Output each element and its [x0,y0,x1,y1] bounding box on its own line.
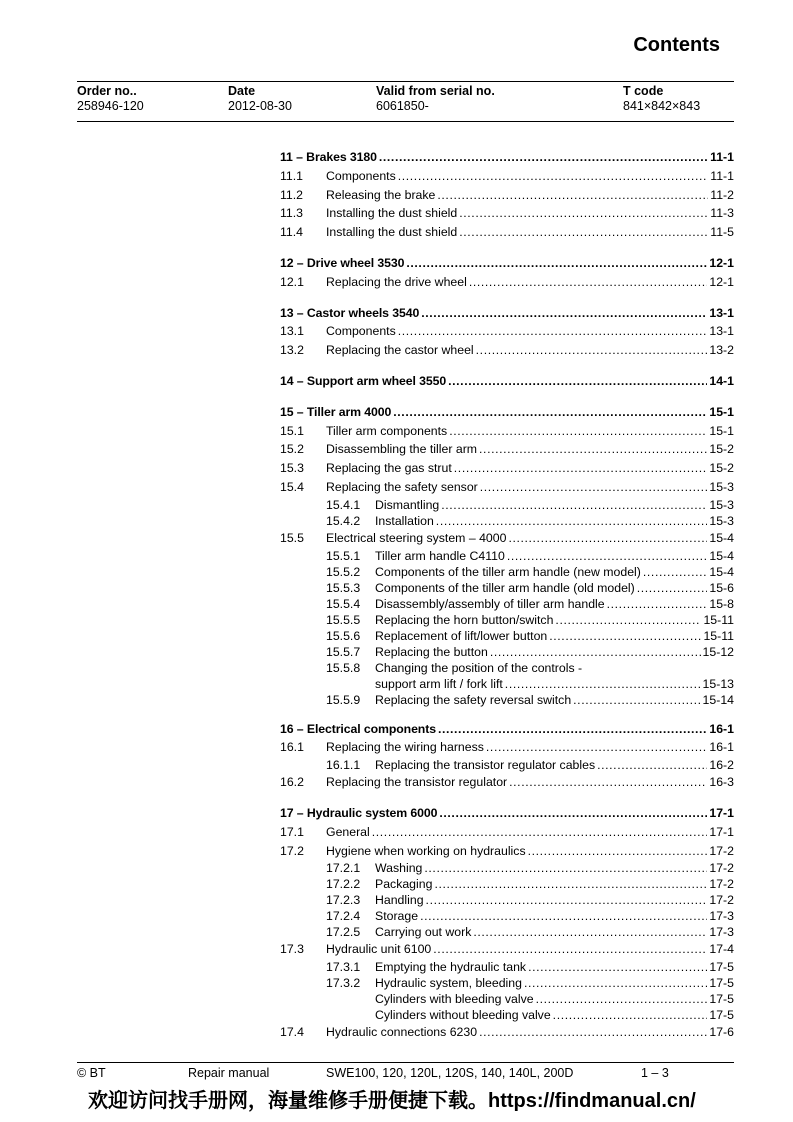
toc-page-number: 17-1 [709,824,734,839]
toc-entry-number: 15.2 [280,442,304,457]
toc-entry-title: Replacing the horn button/switch [375,612,554,627]
serial-label: Valid from serial no. [376,84,495,98]
toc-entry-title: Components [326,168,396,183]
toc-entry-number: 15.5.2 [326,564,361,579]
toc-entry-title: Replacing the castor wheel [326,343,474,358]
toc-page-number: 17-2 [709,893,734,908]
toc-page-number: 13-1 [709,305,734,320]
toc-page-number: 12-1 [709,274,734,289]
toc-dot-leader [473,924,707,940]
footer-rule [77,1062,734,1063]
toc-dot-leader [486,738,707,757]
toc-entry-title: Dismantling [375,497,440,512]
toc-entry-number: 11.4 [280,225,304,240]
table-of-contents [280,148,734,1042]
toc-page-number: 15-4 [709,548,734,563]
toc-entry-title: Replacement of lift/lower button [375,628,548,643]
toc-page-number: 17-5 [709,1008,734,1023]
toc-entry-row[interactable] [280,459,734,478]
toc-entry-title: Packaging [375,877,433,892]
toc-page-number: 15-4 [709,564,734,579]
toc-entry-title: Hydraulic system, bleeding [375,976,522,991]
toc-dot-leader [509,773,707,792]
toc-entry-row[interactable] [280,908,734,924]
toc-dot-leader [528,842,708,861]
toc-entry-title: Carrying out work [375,925,472,940]
toc-entry-row[interactable] [280,660,734,676]
toc-page-number: 15-14 [702,692,734,707]
toc-dot-leader [490,644,701,660]
toc-entry-title: Replacing the gas strut [326,461,452,476]
toc-page-number: 15-11 [703,628,734,643]
toc-entry-title: Tiller arm handle C4110 [375,548,505,563]
tcode-block [623,84,700,114]
toc-page-number: 15-3 [709,479,734,494]
footer-doc-type: Repair manual [188,1066,270,1080]
toc-entry-title: 15 – Tiller arm 4000 [280,404,392,419]
toc-entry-row[interactable] [280,991,734,1007]
toc-entry-number: 15.1 [280,423,304,438]
toc-entry-title: Replacing the drive wheel [326,274,467,289]
toc-dot-leader [454,459,708,478]
toc-entry-number: 17.1 [280,824,304,839]
serial-block [376,84,495,114]
toc-dot-leader [459,204,708,223]
toc-entry-row[interactable] [280,757,734,773]
toc-entry-title: 14 – Support arm wheel 3550 [280,373,447,388]
toc-page-number: 16-3 [709,775,734,790]
toc-entry-number: 15.5.8 [326,660,361,675]
toc-page-number: 15-1 [709,404,734,419]
toc-dot-leader [441,497,707,513]
toc-entry-title: Components [326,324,396,339]
toc-entry-row[interactable] [280,422,734,441]
toc-entry-number: 11.3 [280,206,304,221]
toc-page-number: 17-5 [709,976,734,991]
toc-page-number: 15-6 [709,580,734,595]
toc-chapter-row[interactable] [280,403,734,422]
toc-entry-row[interactable] [280,322,734,341]
toc-entry-number: 15.5.1 [326,548,361,563]
tcode-label: T code [623,84,664,98]
toc-entry-number: 12.1 [280,274,304,289]
toc-dot-leader [398,167,709,186]
toc-dot-leader [607,596,708,612]
toc-page-number: 16-1 [709,740,734,755]
toc-page-number: 15-4 [709,530,734,545]
toc-page-number: 11-2 [710,187,734,202]
toc-entry-title: support arm lift / fork lift [375,676,503,691]
toc-entry-row[interactable] [280,1023,734,1042]
toc-dot-leader [479,1023,707,1042]
toc-entry-title: Washing [375,861,423,876]
toc-page-number: 17-3 [709,925,734,940]
toc-entry-row[interactable] [280,676,734,692]
toc-entry-number: 17.2 [280,843,304,858]
toc-page-number: 16-1 [709,721,734,736]
page-title: Contents [633,34,720,56]
toc-entry-title: Cylinders with bleeding valve [375,992,534,1007]
toc-entry-row[interactable] [280,940,734,959]
toc-entry-row[interactable] [280,223,734,242]
toc-entry-title: 13 – Castor wheels 3540 [280,305,420,320]
toc-page-number: 13-2 [709,343,734,358]
toc-entry-row[interactable] [280,842,734,861]
toc-dot-leader [379,148,708,167]
footer-copyright: © BT [77,1066,106,1080]
toc-chapter-row[interactable] [280,304,734,323]
toc-dot-leader [439,804,707,823]
toc-dot-leader [421,304,707,323]
toc-page-number: 15-3 [709,513,734,528]
banner-text: 欢迎访问找手册网，海量维修手册便捷下载。 [88,1090,488,1112]
toc-page-number: 15-2 [709,442,734,457]
toc-entry-number: 16.1 [280,740,304,755]
date-block [228,84,292,114]
toc-entry-row[interactable] [280,273,734,292]
toc-entry-row[interactable] [280,924,734,940]
toc-dot-leader [508,529,707,548]
toc-entry-number: 15.5.6 [326,628,361,643]
toc-entry-number: 17.3.1 [326,960,361,975]
toc-dot-leader [507,548,708,564]
toc-dot-leader [424,860,707,876]
toc-entry-row[interactable] [280,478,734,497]
toc-page-number: 17-4 [709,942,734,957]
toc-entry-title: Hygiene when working on hydraulics [326,843,526,858]
toc-entry-title: Replacing the safety reversal switch [375,692,572,707]
toc-dot-leader [505,676,701,692]
toc-entry-row[interactable] [280,860,734,876]
toc-entry-number: 13.2 [280,343,304,358]
toc-page-number: 17-5 [709,960,734,975]
toc-entry-title: Changing the position of the controls - [375,660,583,675]
toc-entry-number: 17.2.2 [326,877,361,892]
footer-models: SWE100, 120, 120L, 120S, 140, 140L, 200D [326,1066,574,1080]
toc-entry-number: 17.2.5 [326,925,361,940]
toc-entry-title: Hydraulic unit 6100 [326,942,432,957]
toc-entry-title: Replacing the button [375,644,488,659]
toc-entry-number: 17.4 [280,1025,304,1040]
toc-entry-title: Disassembling the tiller arm [326,442,478,457]
toc-entry-row[interactable] [280,823,734,842]
toc-page-number: 14-1 [709,373,734,388]
toc-dot-leader [406,254,707,273]
toc-page-number: 17-1 [709,805,734,820]
toc-dot-leader [459,223,708,242]
toc-page-number: 11-1 [710,168,734,183]
toc-entry-title: Storage [375,909,419,924]
toc-entry-number: 17.3 [280,942,304,957]
toc-page-number: 17-2 [709,877,734,892]
toc-chapter-row[interactable] [280,254,734,273]
toc-page-number: 17-2 [709,861,734,876]
toc-dot-leader [449,422,707,441]
toc-entry-number: 11.1 [280,168,304,183]
footer-page-number: 1 – 3 [641,1066,669,1080]
serial-value: 6061850- [376,99,429,113]
toc-entry-title: Emptying the hydraulic tank [375,960,527,975]
toc-entry-row[interactable] [280,186,734,205]
toc-page-number: 17-3 [709,909,734,924]
toc-entry-number: 15.4.1 [326,497,361,512]
toc-entry-number: 15.5.4 [326,596,361,611]
toc-chapter-row[interactable] [280,804,734,823]
toc-page-number: 16-2 [709,758,734,773]
toc-entry-title: 16 – Electrical components [280,721,436,736]
toc-entry-title: 11 – Brakes 3180 [280,150,377,164]
toc-entry-row[interactable] [280,564,734,580]
toc-entry-title: Hydraulic connections 6230 [326,1025,478,1040]
toc-dot-leader [436,513,708,529]
toc-dot-leader [438,720,707,739]
toc-entry-row[interactable] [280,167,734,186]
toc-entry-title: Replacing the transistor regulator [326,775,508,790]
toc-dot-leader [549,628,701,644]
banner-url[interactable]: https://findmanual.cn/ [488,1090,696,1112]
toc-entry-title: Handling [375,893,424,908]
toc-dot-leader [597,757,707,773]
toc-entry-number: 15.5.5 [326,612,361,627]
toc-dot-leader [448,372,707,391]
toc-dot-leader [476,341,708,360]
toc-entry-row[interactable] [280,513,734,529]
toc-page-number: 17-2 [709,843,734,858]
toc-dot-leader [393,403,707,422]
toc-page-number: 11-3 [710,206,734,221]
date-value: 2012-08-30 [228,99,292,113]
toc-entry-title: Electrical steering system – 4000 [326,530,507,545]
toc-chapter-row[interactable] [280,720,734,739]
toc-entry-row[interactable] [280,773,734,792]
toc-chapter-row[interactable] [280,148,734,167]
toc-entry-row[interactable] [280,497,734,513]
toc-entry-row[interactable] [280,692,734,708]
toc-dot-leader [480,478,708,497]
toc-entry-row[interactable] [280,876,734,892]
toc-dot-leader [555,612,701,628]
order-label: Order no.. [77,84,137,98]
toc-entry-row[interactable] [280,440,734,459]
toc-entry-row[interactable] [280,529,734,548]
toc-dot-leader [536,991,708,1007]
toc-entry-number: 15.4 [280,479,304,494]
toc-dot-leader [434,876,707,892]
toc-entry-row[interactable] [280,644,734,660]
toc-entry-number: 17.2.3 [326,893,361,908]
toc-entry-title: Components of the tiller arm handle (old model) [375,580,635,595]
toc-entry-title: Replacing the safety sensor [326,479,478,494]
toc-entry-title: Components of the tiller arm handle (new model) [375,564,641,579]
toc-entry-number: 17.3.2 [326,976,361,991]
toc-dot-leader [398,322,708,341]
toc-dot-leader [553,1007,708,1023]
toc-dot-leader [433,940,707,959]
toc-entry-number: 17.2.1 [326,861,361,876]
toc-entry-row[interactable] [280,1007,734,1023]
toc-chapter-row[interactable] [280,372,734,391]
toc-entry-title: Replacing the transistor regulator cables [375,758,596,773]
toc-entry-row[interactable] [280,548,734,564]
toc-page-number: 15-8 [709,596,734,611]
header-rule-bottom [77,121,734,122]
toc-page-number: 15-11 [703,612,734,627]
toc-entry-number: 16.1.1 [326,758,361,773]
toc-entry-row[interactable] [280,612,734,628]
toc-entry-title: 12 – Drive wheel 3530 [280,255,405,270]
toc-page-number: 17-6 [709,1025,734,1040]
toc-entry-number: 17.2.4 [326,909,361,924]
toc-entry-title: Cylinders without bleeding valve [375,1008,551,1023]
toc-dot-leader [426,892,708,908]
toc-dot-leader [524,975,707,991]
toc-page-number: 15-12 [702,644,734,659]
order-value: 258946-120 [77,99,144,113]
toc-entry-title: Installation [375,513,434,528]
toc-entry-number: 15.5.9 [326,692,361,707]
tcode-value: 841×842×843 [623,99,701,113]
toc-page-number: 17-5 [709,992,734,1007]
toc-page-number: 15-3 [709,497,734,512]
toc-entry-title: Installing the dust shield [326,225,458,240]
toc-dot-leader [528,959,707,975]
toc-entry-title: Replacing the wiring harness [326,740,484,755]
header-rule-top [77,81,734,82]
toc-dot-leader [643,564,707,580]
toc-entry-title: 17 – Hydraulic system 6000 [280,805,438,820]
toc-dot-leader [420,908,707,924]
order-block [77,84,144,114]
toc-page-number: 13-1 [709,324,734,339]
toc-entry-row[interactable] [280,975,734,991]
toc-entry-number: 15.4.2 [326,513,361,528]
toc-entry-title: General [326,824,370,839]
watermark-banner [88,1084,696,1113]
toc-page-number: 15-2 [709,461,734,476]
toc-page-number: 15-1 [709,423,734,438]
toc-entry-row[interactable] [280,204,734,223]
toc-entry-row[interactable] [280,341,734,360]
toc-page-number: 11-5 [710,225,734,240]
toc-entry-row[interactable] [280,580,734,596]
toc-entry-number: 15.3 [280,461,304,476]
toc-dot-leader [479,440,707,459]
toc-entry-row[interactable] [280,959,734,975]
toc-entry-row[interactable] [280,628,734,644]
toc-entry-title: Disassembly/assembly of tiller arm handle [375,596,605,611]
toc-dot-leader [437,186,708,205]
toc-entry-number: 11.2 [280,187,304,202]
date-label: Date [228,84,256,98]
toc-entry-title: Installing the dust shield [326,206,458,221]
toc-dot-leader [469,273,708,292]
toc-entry-row[interactable] [280,738,734,757]
toc-dot-leader [372,823,708,842]
toc-page-number: 15-13 [702,676,734,691]
toc-page-number: 12-1 [709,255,734,270]
toc-dot-leader [637,580,708,596]
toc-dot-leader [573,692,700,708]
toc-page-number: 11-1 [710,150,734,164]
toc-entry-row[interactable] [280,596,734,612]
toc-entry-number: 16.2 [280,775,304,790]
toc-entry-number: 15.5.3 [326,580,361,595]
toc-entry-number: 13.1 [280,324,304,339]
toc-entry-row[interactable] [280,892,734,908]
toc-entry-number: 15.5 [280,530,304,545]
toc-entry-title: Releasing the brake [326,187,436,202]
toc-entry-title: Tiller arm components [326,423,448,438]
toc-entry-number: 15.5.7 [326,644,361,659]
